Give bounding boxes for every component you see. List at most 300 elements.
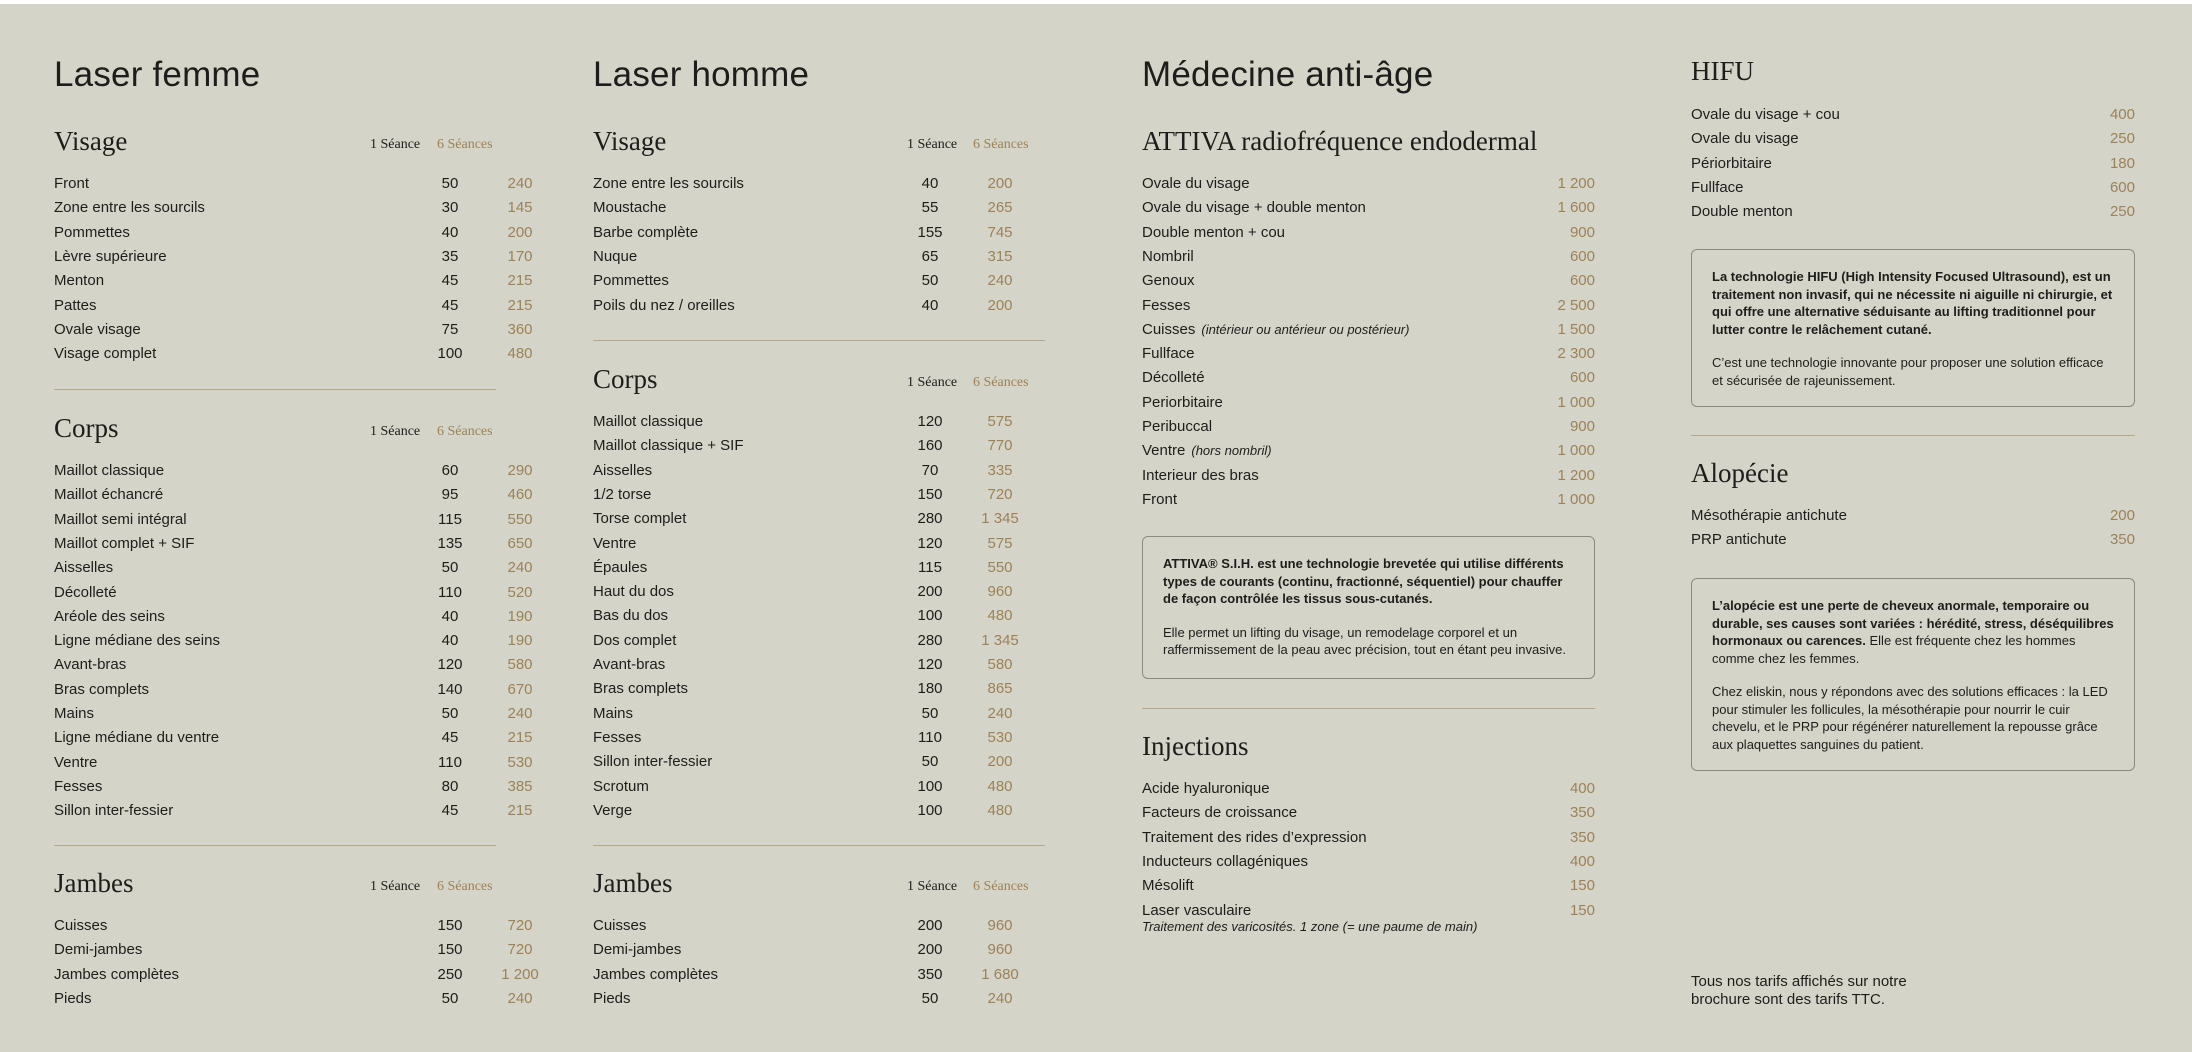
row-price: 250 [2109, 130, 2135, 148]
price-row [54, 941, 533, 965]
price-row [1691, 106, 2135, 130]
row-label [1142, 467, 1259, 484]
row-label [1142, 804, 1297, 821]
row-label [1142, 369, 1205, 386]
price-1-seance: 110 [438, 583, 462, 601]
price-6-seances: 480 [507, 345, 533, 363]
price-6-seances: 215 [507, 802, 533, 820]
row-label-text: Interieur des bras [1142, 466, 1259, 484]
price-row [1691, 531, 2135, 555]
row-label: Mains [593, 704, 634, 722]
injections-heading: Injections [1142, 731, 1249, 761]
row-label: Fesses [593, 728, 642, 746]
row-label-text: Périorbitaire [1691, 154, 1772, 172]
price-6-seances: 190 [507, 607, 533, 625]
row-label: Maillot échancré [54, 486, 164, 504]
price-row [593, 224, 1045, 248]
price-1-seance: 75 [441, 320, 459, 338]
row-price: 180 [2109, 154, 2135, 172]
row-label [1142, 853, 1308, 870]
row-label: Maillot classique [593, 413, 704, 430]
row-label: Scrotum [593, 777, 649, 795]
divider [593, 845, 1045, 846]
price-row [54, 989, 533, 1014]
price-row [1691, 507, 2135, 531]
price-6-seances: 580 [987, 656, 1013, 673]
price-row [54, 199, 533, 223]
price-row [54, 802, 533, 826]
row-label [1142, 248, 1194, 265]
price-6-seances: 240 [987, 272, 1013, 290]
attiva-info-box [1142, 536, 1595, 679]
price-6-seances: 670 [507, 680, 533, 698]
price-1-seance: 135 [437, 534, 463, 552]
price-row [1142, 175, 1595, 199]
row-label-text: Double menton + cou [1142, 223, 1286, 241]
price-row [593, 510, 1045, 534]
row-label: Lèvre supérieure [54, 247, 167, 265]
row-label-text: Acide hyaluronique [1142, 780, 1270, 797]
price-6-seances: 200 [987, 175, 1013, 192]
row-label [1142, 175, 1250, 192]
row-label-text: Ventre [1142, 442, 1186, 460]
row-price: 250 [2109, 203, 2135, 221]
price-6-seances: 720 [507, 917, 533, 934]
price-row [1142, 877, 1595, 901]
price-1-seance: 155 [917, 223, 943, 241]
price-1-seance: 40 [441, 632, 459, 650]
row-label: Fesses [54, 777, 103, 795]
row-price: 1 000 [1557, 442, 1595, 460]
price-1-seance: 95 [441, 486, 459, 504]
price-row [593, 729, 1045, 753]
row-label [1691, 155, 1772, 172]
price-6-seances: 960 [987, 917, 1013, 934]
price-row [1142, 394, 1595, 418]
row-label: Ventre [593, 534, 637, 552]
price-1-seance: 280 [917, 510, 943, 528]
price-row [593, 990, 1045, 1014]
price-1-seance: 45 [441, 296, 459, 314]
price-row [54, 607, 533, 632]
row-label: Ventre [54, 753, 98, 771]
price-row [54, 296, 533, 321]
price-1-seance: 160 [917, 437, 943, 455]
price-row [54, 534, 533, 559]
price-1-seance: 200 [917, 583, 943, 601]
price-6-seances: 520 [507, 583, 533, 601]
price-row [1142, 369, 1595, 393]
homme-jambes-col-1: 1 Séance [907, 879, 958, 894]
row-label [1142, 272, 1195, 289]
row-label [1142, 442, 1272, 459]
row-label: Épaules [593, 558, 648, 576]
price-row [1142, 442, 1595, 466]
price-6-seances: 335 [987, 461, 1013, 479]
row-label: Aisselles [593, 461, 653, 479]
row-price: 1 500 [1557, 320, 1595, 338]
price-row [1691, 155, 2135, 179]
price-row [593, 297, 1045, 321]
row-price: 400 [2109, 106, 2135, 123]
homme-corps-col-1: 1 Séance [907, 375, 958, 390]
row-label [1142, 418, 1212, 435]
price-6-seances: 240 [987, 704, 1013, 722]
price-1-seance: 40 [921, 296, 939, 314]
price-6-seances: 200 [987, 296, 1013, 314]
price-1-seance: 115 [918, 558, 942, 576]
row-label [1142, 829, 1367, 846]
anti-age-title: Médecine anti-âge [1142, 55, 1434, 94]
price-row [593, 272, 1045, 296]
row-label: Ovale visage [54, 320, 141, 338]
price-row [1691, 203, 2135, 227]
price-6-seances: 530 [507, 753, 533, 771]
price-6-seances: 650 [507, 534, 533, 552]
price-1-seance: 100 [437, 345, 463, 363]
price-row [593, 248, 1045, 272]
divider [1691, 435, 2135, 436]
price-row [593, 966, 1045, 990]
price-row [593, 802, 1045, 826]
femme-jambes-col-6: 6 Séances [437, 879, 493, 894]
alopecie-heading: Alopécie [1691, 458, 1789, 488]
price-1-seance: 45 [441, 272, 459, 290]
top-edge [0, 0, 2192, 4]
price-row [593, 559, 1045, 583]
price-1-seance: 110 [438, 753, 462, 771]
row-price: 1 600 [1557, 199, 1595, 217]
row-label [1691, 507, 1847, 524]
laser-vasculaire-subtitle: Traitement des varicosités. 1 zone (= une paume de main) [1142, 919, 1478, 934]
divider [54, 389, 496, 390]
row-label-text: Fullface [1691, 178, 1744, 196]
price-6-seances: 480 [987, 777, 1013, 795]
row-label-text: Laser vasculaire [1142, 901, 1252, 919]
price-6-seances: 1 680 [981, 965, 1019, 983]
price-row [593, 462, 1045, 486]
row-label [1142, 491, 1177, 508]
row-label: Aréole des seins [54, 607, 165, 625]
alopecie-info-bold: L’alopécie est une perte de cheveux anormale, temporaire ou durable, ses causes sont variées : hérédité, stress, déséquilibres hormonaux ou carences. [1712, 598, 2114, 648]
price-row [593, 941, 1045, 965]
price-6-seances: 550 [987, 558, 1013, 576]
homme-corps-col-6: 6 Séances [973, 375, 1029, 390]
price-6-seances: 290 [507, 462, 533, 479]
price-row [1142, 248, 1595, 272]
row-label: Maillot semi intégral [54, 510, 187, 528]
price-6-seances: 1 345 [981, 510, 1019, 528]
price-1-seance: 115 [438, 510, 462, 528]
price-row [54, 462, 533, 486]
price-1-seance: 120 [917, 656, 943, 673]
price-6-seances: 385 [507, 777, 533, 795]
row-label: Jambes complètes [593, 965, 719, 983]
price-1-seance: 350 [917, 965, 943, 983]
row-price: 600 [1569, 247, 1595, 265]
price-row [1142, 224, 1595, 248]
row-label: 1/2 torse [593, 485, 652, 503]
row-label [1691, 203, 1793, 220]
row-price: 1 000 [1557, 490, 1595, 508]
price-row [1142, 321, 1595, 345]
price-row [54, 510, 533, 535]
row-price: 150 [1569, 901, 1595, 919]
price-6-seances: 770 [987, 437, 1013, 455]
row-label: Maillot classique + SIF [593, 437, 744, 455]
price-1-seance: 40 [441, 223, 459, 241]
row-price: 200 [2109, 507, 2135, 524]
price-row [593, 632, 1045, 656]
price-1-seance: 150 [437, 917, 463, 934]
price-row [54, 223, 533, 248]
row-label: Pieds [593, 989, 631, 1007]
row-price: 350 [2109, 531, 2135, 549]
row-price: 350 [1569, 828, 1595, 846]
row-label: Avant-bras [54, 656, 127, 674]
femme-corps-col-6: 6 Séances [437, 424, 493, 439]
price-row [1142, 418, 1595, 442]
alopecie-info-intro [1712, 597, 2114, 667]
price-1-seance: 110 [918, 728, 942, 746]
attiva-heading: ATTIVA radiofréquence endodermal [1142, 126, 1538, 156]
homme-visage-col-1: 1 Séance [907, 137, 958, 152]
price-1-seance: 50 [921, 272, 939, 290]
laser-femme-title: Laser femme [54, 55, 261, 94]
price-6-seances: 200 [987, 753, 1013, 771]
femme-visage-heading: Visage [54, 126, 128, 156]
price-1-seance: 280 [917, 631, 943, 649]
row-label-text: Double menton [1691, 203, 1793, 221]
price-row [54, 965, 539, 990]
row-price: 350 [1569, 804, 1595, 822]
price-1-seance: 50 [921, 989, 939, 1007]
price-1-seance: 140 [437, 680, 463, 698]
row-label: Aisselles [54, 559, 114, 577]
row-label [1142, 877, 1194, 894]
row-label-text: Ovale du visage + double menton [1142, 199, 1366, 217]
row-label: Jambes complètes [54, 965, 180, 983]
price-6-seances: 550 [507, 510, 533, 528]
row-price: 600 [1569, 369, 1595, 387]
price-1-seance: 150 [917, 485, 943, 503]
price-6-seances: 460 [507, 486, 533, 504]
price-6-seances: 240 [507, 559, 533, 577]
row-label-text: Periorbitaire [1142, 393, 1223, 411]
row-label: Barbe complète [593, 223, 699, 241]
row-label: Poils du nez / oreilles [593, 296, 735, 314]
price-6-seances: 1 200 [501, 965, 539, 983]
row-label: Zone entre les sourcils [593, 175, 744, 192]
femme-corps-col-1: 1 Séance [370, 424, 421, 439]
row-label: Moustache [593, 199, 667, 217]
row-label: Mains [54, 705, 95, 722]
price-1-seance: 100 [917, 607, 943, 625]
price-1-seance: 180 [917, 680, 943, 698]
price-1-seance: 45 [441, 802, 459, 820]
price-1-seance: 60 [441, 462, 459, 479]
price-1-seance: 50 [921, 753, 939, 771]
price-row [54, 583, 533, 608]
row-price: 1 200 [1557, 466, 1595, 484]
price-row [54, 559, 533, 583]
price-6-seances: 865 [987, 680, 1013, 698]
row-label-text: Nombril [1142, 247, 1194, 265]
price-6-seances: 360 [507, 320, 533, 338]
row-label: Menton [54, 272, 105, 290]
row-label [1142, 297, 1190, 314]
price-row [54, 320, 533, 345]
homme-visage-col-6: 6 Séances [973, 137, 1029, 152]
row-label: Bras complets [593, 680, 689, 698]
price-6-seances: 315 [987, 247, 1013, 265]
row-label [1691, 179, 1744, 196]
row-label: Bras complets [54, 680, 150, 698]
attiva-info-bold: ATTIVA® S.I.H. est une technologie brevetée qui utilise différents types de courants (continu, fractionné, séquentiel) pour chauffer de façon contrôlée les tissus sous-cutanés. [1163, 556, 1564, 606]
row-label: Pommettes [54, 223, 130, 241]
price-row [1142, 199, 1595, 223]
homme-visage-heading: Visage [593, 126, 667, 156]
price-6-seances: 240 [507, 705, 533, 722]
row-label: Maillot complet + SIF [54, 534, 195, 552]
price-row [1691, 130, 2135, 154]
row-price: 1 200 [1557, 175, 1595, 192]
row-label [1691, 106, 1840, 123]
row-price: 2 500 [1557, 296, 1595, 314]
price-1-seance: 150 [437, 941, 463, 959]
price-1-seance: 250 [437, 965, 463, 983]
price-1-seance: 50 [441, 705, 459, 722]
footer-note [1691, 973, 1907, 1009]
price-row [593, 583, 1045, 607]
price-row [1142, 853, 1595, 877]
price-row [593, 656, 1045, 680]
row-label: Pattes [54, 296, 97, 314]
price-row [54, 705, 533, 729]
price-1-seance: 120 [437, 656, 463, 674]
row-price: 1 000 [1557, 393, 1595, 411]
price-row [593, 413, 1045, 437]
row-label-text: Inducteurs collagéniques [1142, 852, 1308, 870]
price-1-seance: 70 [921, 461, 939, 479]
price-1-seance: 200 [917, 917, 943, 934]
row-label [1691, 531, 1787, 548]
price-6-seances: 720 [987, 485, 1013, 503]
price-6-seances: 190 [507, 632, 533, 650]
price-6-seances: 480 [987, 801, 1013, 819]
price-1-seance: 50 [441, 989, 459, 1007]
hifu-info-bold: La technologie HIFU (High Intensity Focused Ultrasound), est un traitement non invasif, qui ne nécessite ni aiguille ni chirurgie, et qui offre une alternative séduisante au lifting traditionnel pour lutter contre le relâchement cutané. [1712, 269, 2113, 337]
row-label-text: Ovale du visage [1142, 175, 1250, 192]
row-label: Décolleté [54, 583, 117, 601]
row-label [1142, 902, 1251, 919]
femme-corps-heading: Corps [54, 413, 119, 443]
row-label: Torse complet [593, 510, 687, 528]
price-row [593, 437, 1045, 461]
price-6-seances: 575 [987, 534, 1013, 552]
row-price: 900 [1569, 223, 1595, 241]
row-label-text: Peribuccal [1142, 418, 1213, 435]
price-6-seances: 580 [507, 656, 533, 674]
price-6-seances: 240 [507, 989, 533, 1007]
price-row [1142, 491, 1595, 515]
price-6-seances: 215 [507, 729, 533, 747]
price-1-seance: 65 [921, 247, 939, 265]
row-label: Dos complet [593, 631, 677, 649]
row-label: Ligne médiane des seins [54, 632, 220, 650]
row-label: Demi-jambes [593, 941, 682, 959]
price-1-seance: 200 [917, 941, 943, 959]
row-label: Avant-bras [593, 656, 666, 673]
row-label [1142, 345, 1195, 362]
price-1-seance: 45 [441, 729, 459, 747]
price-1-seance: 50 [921, 704, 939, 722]
row-label: Sillon inter-fessier [54, 802, 174, 820]
row-label: Zone entre les sourcils [54, 199, 205, 217]
row-label: Front [54, 175, 90, 192]
price-6-seances: 215 [507, 296, 533, 314]
price-6-seances: 960 [987, 941, 1013, 959]
price-6-seances: 960 [987, 583, 1013, 601]
price-6-seances: 240 [507, 175, 533, 192]
footer-line-2: brochure sont des tarifs TTC. [1691, 991, 1885, 1008]
hifu-heading: HIFU [1691, 56, 1755, 86]
divider [54, 845, 496, 846]
row-label [1142, 321, 1409, 338]
homme-corps-heading: Corps [593, 364, 658, 394]
alopecie-info-text: Chez eliskin, nous y répondons avec des solutions efficaces : la LED pour stimuler les follicules, la mésothérapie pour nourrir le cuir chevelu, et le PRP pour régénérer naturellement la repousse grâce aux plaquettes sanguines du patient. [1712, 684, 2108, 752]
row-label-text: Ovale du visage + cou [1691, 106, 1840, 123]
hifu-info-box [1691, 249, 2135, 407]
row-price: 900 [1569, 418, 1595, 435]
row-label-text: Mésolift [1142, 877, 1194, 895]
femme-jambes-col-1: 1 Séance [370, 879, 421, 894]
price-6-seances: 170 [507, 247, 533, 265]
price-row [54, 272, 533, 296]
price-row [1142, 467, 1595, 491]
hifu-info-text: C’est une technologie innovante pour proposer une solution efficace et sécurisée de rajeunissement. [1712, 355, 2104, 388]
price-row [54, 917, 533, 941]
femme-jambes-heading: Jambes [54, 868, 134, 898]
price-row [593, 486, 1045, 510]
footer-line-1: Tous nos tarifs affichés sur notre [1691, 973, 1907, 990]
row-label-text: Mésothérapie antichute [1691, 507, 1847, 524]
row-label: Nuque [593, 247, 638, 265]
row-label: Verge [593, 801, 633, 819]
price-6-seances: 745 [987, 223, 1013, 241]
row-price: 400 [1569, 852, 1595, 870]
price-row [593, 535, 1045, 559]
row-label: Ligne médiane du ventre [54, 729, 220, 747]
price-6-seances: 265 [987, 199, 1013, 217]
row-label: Demi-jambes [54, 941, 143, 959]
row-label-text: Fullface [1142, 345, 1195, 363]
price-row [593, 917, 1045, 941]
price-6-seances: 215 [507, 272, 533, 290]
row-label-text: PRP antichute [1691, 531, 1787, 549]
row-label: Pommettes [593, 272, 669, 290]
row-label: Cuisses [54, 917, 108, 934]
price-6-seances: 720 [507, 941, 533, 959]
row-price: 600 [2109, 178, 2135, 196]
row-label [1142, 394, 1223, 411]
attiva-info-text: Elle permet un lifting du visage, un remodelage corporel et un raffermissement de la peau avec précision, tout en étant peu invasive. [1163, 624, 1566, 657]
row-label: Sillon inter-fessier [593, 753, 713, 771]
price-1-seance: 30 [441, 199, 459, 217]
price-6-seances: 240 [987, 989, 1013, 1007]
row-label [1142, 224, 1285, 241]
price-1-seance: 120 [917, 534, 943, 552]
